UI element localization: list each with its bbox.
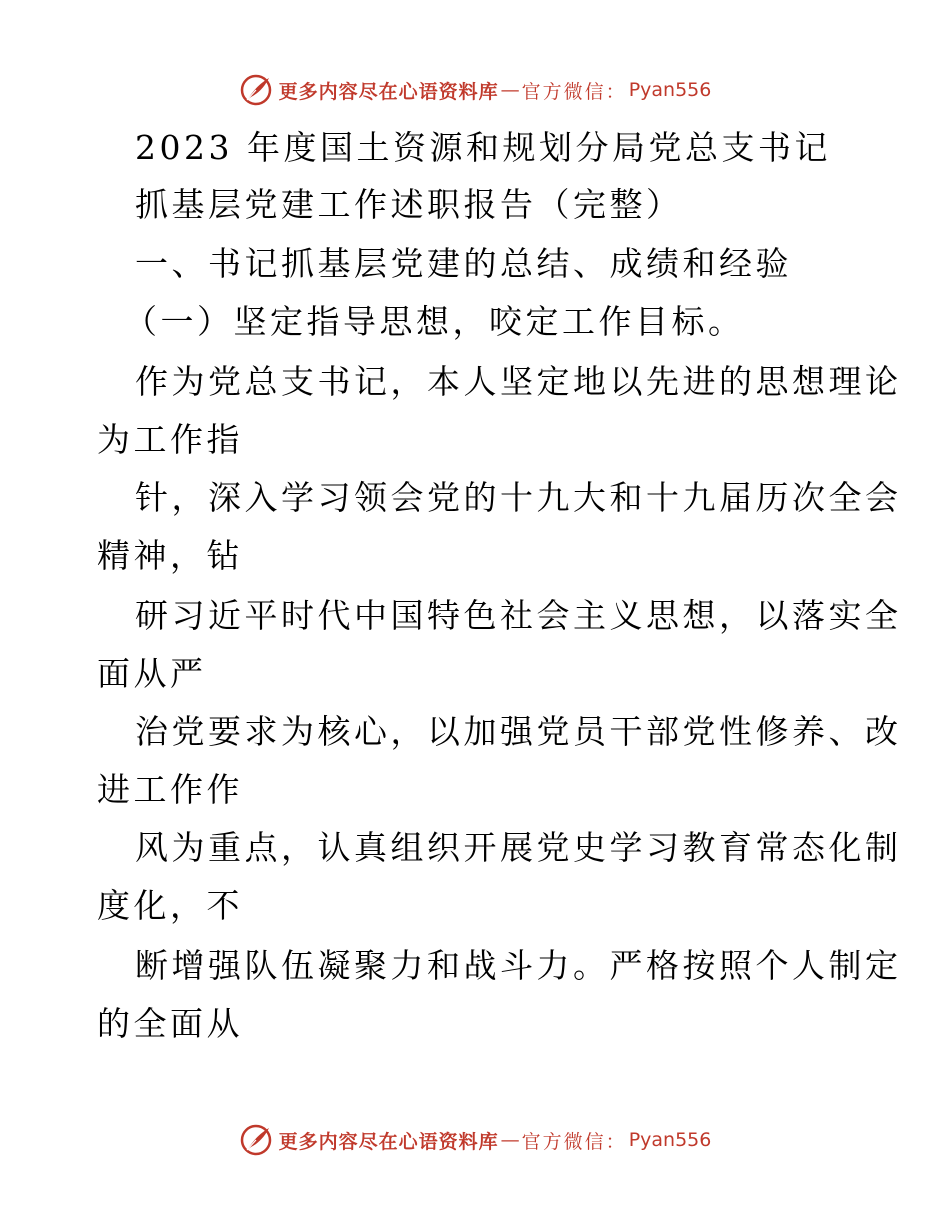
watermark-label: 官方微信：: [521, 1130, 627, 1153]
header-watermark: [0, 70, 950, 110]
watermark-main-text: 更多内容尽在心语资料库: [278, 1130, 499, 1153]
paragraph-line: 精神，钻: [97, 536, 243, 575]
watermark-main-text: 更多内容尽在心语资料库: [278, 80, 499, 103]
paragraph-line: 断增强队伍凝聚力和战斗力。严格按照个人制定: [135, 946, 902, 985]
paragraph-line: 作为党总支书记，本人坚定地以先进的思想理论: [135, 362, 902, 401]
feather-pen-circle-icon: [239, 1123, 273, 1157]
paragraph-line: 进工作作: [97, 770, 243, 809]
paragraph-line: 研习近平时代中国特色社会主义思想，以落实全: [135, 596, 902, 635]
paragraph-line: 风为重点，认真组织开展党史学习教育常态化制: [135, 828, 902, 867]
watermark-handle: Pyan556: [628, 79, 712, 101]
watermark-dash: —: [500, 1129, 520, 1151]
document-title-line-2: 抓基层党建工作述职报告（完整）: [135, 185, 683, 224]
paragraph-line: 针，深入学习领会党的十九大和十九届历次全会: [135, 478, 902, 517]
paragraph-line: 度化，不: [97, 886, 243, 925]
watermark-handle: Pyan556: [628, 1129, 712, 1151]
section-heading-1: 一、书记抓基层党建的总结、成绩和经验: [135, 244, 792, 283]
paragraph-line: 的全面从: [97, 1004, 243, 1043]
paragraph-line: 面从严: [97, 654, 207, 693]
footer-watermark: [0, 1120, 950, 1160]
feather-pen-circle-icon: [239, 73, 273, 107]
paragraph-line: 为工作指: [97, 420, 243, 459]
document-title-line-1: 2023 年度国土资源和规划分局党总支书记: [135, 128, 831, 167]
watermark-dash: —: [500, 79, 520, 101]
paragraph-line: 治党要求为核心，以加强党员干部党性修养、改: [135, 712, 902, 751]
watermark-label: 官方微信：: [521, 80, 627, 103]
section-heading-2: （一）坚定指导思想，咬定工作目标。: [124, 302, 745, 341]
